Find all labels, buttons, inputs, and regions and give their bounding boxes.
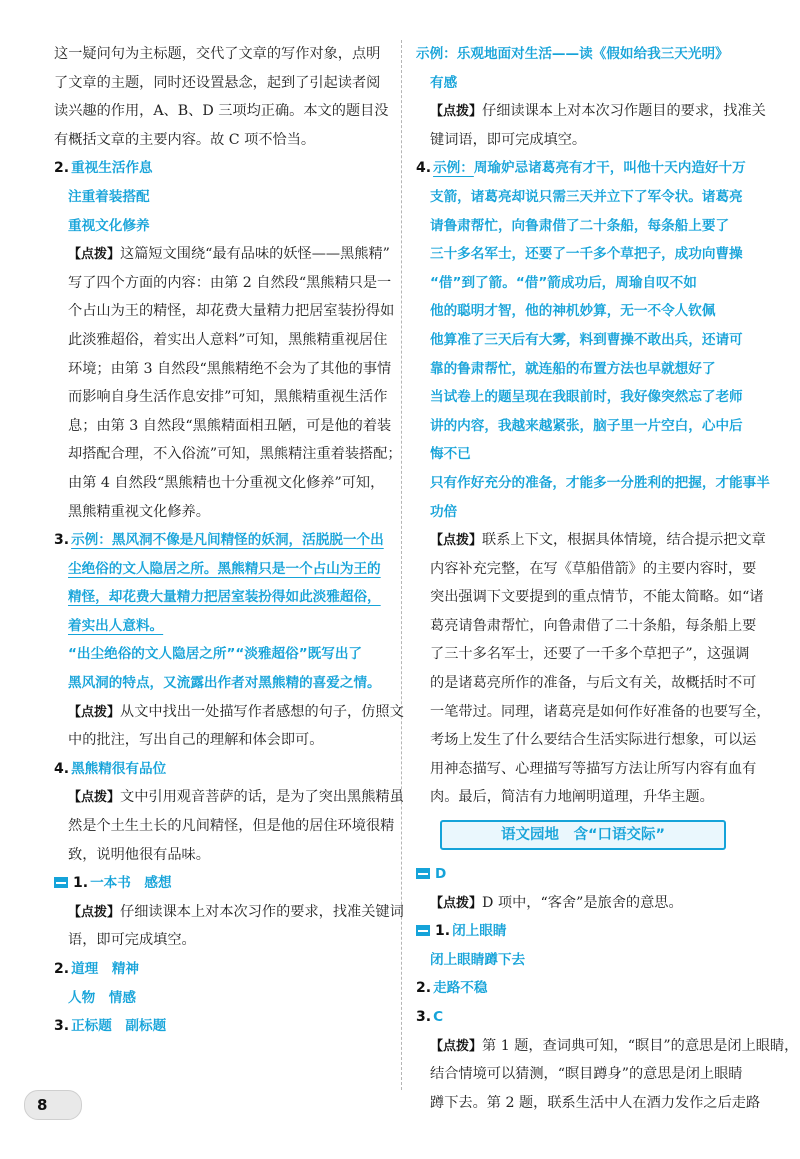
answer-text: 着实出人意料。	[68, 617, 164, 634]
section-marker-icon	[54, 877, 68, 888]
answer-text: 重视生活作息	[71, 160, 153, 177]
text-line: 键词语，即可完成填空。	[430, 131, 587, 148]
tip-text: 联系上下文，根据具体情境，结合提示把文章	[482, 532, 766, 549]
answer-text: 三十多名军士，还要了一千多个草把子，成功向曹操	[430, 246, 743, 263]
answer-text: 道理 精神	[71, 961, 140, 977]
tip-text: 仔细读课本上对本次习作题目的要求，找准关	[482, 103, 766, 120]
tip-line	[416, 526, 766, 555]
tip-text: 文中引用观音菩萨的话，是为了突出黑熊精虽	[120, 789, 404, 806]
answer-text: 讲的内容，我越来越紧张，脑子里一片空白，心中后	[430, 417, 743, 434]
text-line: 环境；由第 3 自然段“黑熊精绝不会为了其他的事情	[68, 360, 392, 377]
section-2-q1	[54, 869, 388, 898]
answer-text: 支箭，诸葛亮却说只需三天并立下了军令状。诸葛亮	[430, 188, 743, 205]
question-number: 1.	[435, 923, 451, 940]
answer-line	[54, 212, 388, 241]
tip-label: 【点拨】	[68, 704, 121, 720]
answer-line	[54, 183, 388, 212]
text-line: 结合情境可以猜测，“瞑目蹲身”的意思是闭上眼睛	[430, 1066, 743, 1083]
question-4	[416, 154, 750, 183]
answer-line	[416, 326, 750, 355]
answer-line	[54, 583, 388, 612]
tip-label: 【点拨】	[430, 1038, 483, 1054]
answer-line	[416, 498, 750, 527]
text-line: 有概括文章的主要内容。故 C 项不恰当。	[54, 131, 316, 148]
text-line: 一笔带过。同理，诸葛亮是如何作好准备的也要写全，	[430, 703, 771, 720]
answer-line	[416, 240, 750, 269]
question-number: 3.	[54, 1018, 70, 1035]
tip-text: 这篇短文围绕“最有品味的妖怪——黑熊精”	[120, 246, 390, 263]
answer-line	[416, 946, 750, 975]
answer-text: 尘绝俗的文人隐居之所。黑熊精只是一个占山为王的	[68, 560, 381, 577]
tip-label: 【点拨】	[68, 247, 121, 263]
text-line: 了文章的主题，同时还设置悬念，起到了引起读者阅	[54, 74, 381, 91]
answer-line	[416, 297, 750, 326]
text-line: 由第 4 自然段“黑熊精也十分重视文化修养”可知，	[68, 474, 385, 491]
text-line: 致，说明他很有品味。	[68, 846, 210, 863]
answer-text: 请鲁肃帮忙，向鲁肃借了二十条船，每条船上要了	[430, 217, 730, 234]
tip-line	[416, 1032, 799, 1061]
answer-line	[54, 669, 388, 698]
answer-text: “借”到了箭。“借”箭成功后，周瑜自叹不如	[430, 274, 697, 291]
answer-text: 周瑜妒忌诸葛亮有才干，叫他十天内造好十万	[473, 160, 746, 177]
question-number: 3.	[54, 532, 70, 549]
section-banner: 语文园地 含“口语交际”	[440, 820, 726, 850]
tip-text: 仔细读课本上对本次习作的要求，找准关键词	[120, 903, 404, 920]
answer-line	[54, 640, 388, 669]
tip-label: 【点拨】	[68, 790, 121, 806]
question-number: 1.	[73, 875, 89, 892]
answer-text: 示例：	[433, 160, 474, 177]
answer-text: 靠的鲁肃帮忙，就连船的布置方法也早就想好了	[430, 360, 716, 377]
section-marker-icon	[416, 925, 430, 936]
answer-line	[416, 69, 750, 98]
answer-text: 有感	[430, 74, 458, 91]
question-number: 3.	[416, 1009, 432, 1025]
answer-text: 精怪，却花费大量精力把居室装扮得如此淡雅超俗，	[68, 589, 381, 606]
tip-text: 从文中找出一处描写作者感想的句子，仿照文	[120, 703, 404, 720]
tip-label: 【点拨】	[430, 895, 483, 911]
question-2	[54, 154, 388, 183]
answer-text: 重视文化修养	[68, 217, 150, 234]
left-column	[54, 40, 404, 1041]
page-number: 8	[24, 1090, 82, 1120]
tip-line	[416, 97, 766, 126]
tip-label: 【点拨】	[430, 533, 483, 549]
answer-text: 功倍	[430, 503, 458, 520]
text-line: 葛亮请鲁肃帮忙，向鲁肃借了二十条船，每条船上要	[430, 617, 757, 634]
answer-text: 注重着装搭配	[68, 188, 150, 205]
text-line: 突出强调下文要提到的重点情节，不能太简略。如“诸	[430, 589, 764, 606]
question-number: 4.	[416, 160, 432, 177]
tip-text: D 项中，“客舍”是旅舍的意思。	[482, 894, 683, 911]
answer-line	[54, 555, 388, 584]
tip-label: 【点拨】	[430, 104, 483, 120]
tip-label: 【点拨】	[68, 904, 121, 920]
text-line: 然是个土生土长的凡间精怪，但是他的居住环境很精	[68, 818, 395, 835]
question-number: 2.	[416, 980, 432, 997]
text-line: 个占山为王的精怪，却花费大量精力把居室装扮得如	[68, 303, 395, 320]
answer-text: “出尘绝俗的文人隐居之所”“淡雅超俗”既写出了	[68, 646, 363, 663]
question-number: 2.	[54, 160, 70, 177]
answer-text: 闭上眼睛	[452, 923, 507, 940]
answer-text: 当试卷上的题呈现在我眼前时，我好像突然忘了老师	[430, 389, 743, 406]
answer-text: 黑风洞的特点，又流露出作者对黑熊精的喜爱之情。	[68, 675, 381, 692]
section-2-q3	[416, 1003, 750, 1032]
section-1-answer	[416, 860, 750, 889]
answer-line	[416, 40, 750, 69]
tip-line	[54, 240, 388, 269]
question-number: 2.	[54, 961, 70, 977]
column-divider	[401, 40, 402, 1090]
right-column	[416, 40, 799, 1117]
text-line: 此淡雅超俗，着实出人意料”可知，黑熊精重视居住	[68, 331, 388, 348]
answer-line	[416, 355, 750, 384]
tip-line	[54, 698, 404, 727]
answer-text: 黑熊精很有品位	[71, 760, 167, 777]
text-line: 的是诸葛亮所作的准备，与后文有关，故概括时不可	[430, 675, 757, 692]
question-4	[54, 755, 388, 784]
answer-text: 示例：乐观地面对生活——读《假如给我三天光明》	[416, 46, 729, 62]
answer-text: 示例：黑风洞不像是凡间精怪的妖洞，活脱脱一个出	[71, 532, 384, 549]
answer-text: 他的聪明才智，他的神机妙算，无一不令人钦佩	[430, 303, 716, 320]
text-line: 写了四个方面的内容：由第 2 自然段“黑熊精只是一	[68, 274, 392, 291]
answer-text: 闭上眼睛蹲下去	[430, 951, 526, 968]
answer-text: 人物 情感	[68, 989, 136, 1006]
text-line: 却搭配合理，不入俗流”可知，黑熊精注重着装搭配；	[68, 446, 402, 463]
text-line: 中的批注，写出自己的理解和体会即可。	[68, 732, 324, 749]
tip-line	[416, 889, 750, 918]
answer-text: 走路不稳	[433, 980, 488, 997]
answer-line	[416, 383, 750, 412]
answer-line	[416, 469, 770, 498]
answer-text: 只有作好充分的准备，才能多一分胜利的把握，才能事半	[430, 474, 770, 491]
answer-line	[54, 984, 388, 1013]
text-line: 用神态描写、心理描写等描写方法让所写内容有血有	[430, 760, 757, 777]
answer-line	[416, 440, 750, 469]
section-marker-icon	[416, 868, 430, 879]
section-2-q2	[54, 955, 388, 984]
text-line: 语，即可完成填空。	[68, 932, 196, 949]
tip-text: 第 1 题，查词典可知，“瞑目”的意思是闭上眼睛，	[482, 1037, 799, 1054]
tip-line	[54, 783, 404, 812]
section-2-q2	[416, 974, 750, 1003]
section-2-q3	[54, 1012, 388, 1041]
answer-line	[416, 269, 750, 298]
text-line: 息；由第 3 自然段“黑熊精面相丑陋，可是他的着装	[68, 417, 392, 434]
text-line: 读兴趣的作用，A、B、D 三项均正确。本文的题目没	[54, 103, 389, 120]
text-line: 黑熊精重视文化修养。	[68, 503, 210, 520]
text-line: 而影响自身生活作息安排”可知，黑熊精重视生活作	[68, 389, 388, 406]
answer-line	[416, 412, 750, 441]
text-line: 内容补充完整，在写《草船借箭》的主要内容时，要	[430, 560, 757, 577]
answer-text: 悔不已	[430, 446, 471, 463]
section-2-q1	[416, 917, 750, 946]
text-line: 考场上发生了什么要结合生活实际进行想象，可以运	[430, 732, 757, 749]
answer-text: D	[435, 866, 447, 883]
answer-text: 他算准了三天后有大雾，料到曹操不敢出兵，还请可	[430, 331, 743, 348]
text-line: 了三十多名军士，还要了一千多个草把子”，这强调	[430, 646, 750, 663]
question-number: 4.	[54, 760, 70, 777]
text-line: 蹲下去。第 2 题，联系生活中人在酒力发作之后走路	[430, 1094, 761, 1111]
text-line: 这一疑问句为主标题，交代了文章的写作对象，点明	[54, 46, 381, 62]
answer-text: 一本书 感想	[90, 875, 172, 892]
tip-line	[54, 898, 404, 927]
answer-line	[54, 612, 388, 641]
answer-line	[416, 212, 750, 241]
answer-line	[416, 183, 750, 212]
answer-text: C	[433, 1009, 444, 1025]
answer-text: 正标题 副标题	[71, 1018, 167, 1035]
question-3	[54, 526, 388, 555]
text-line: 肉。最后，简洁有力地阐明道理，升华主题。	[430, 789, 714, 806]
